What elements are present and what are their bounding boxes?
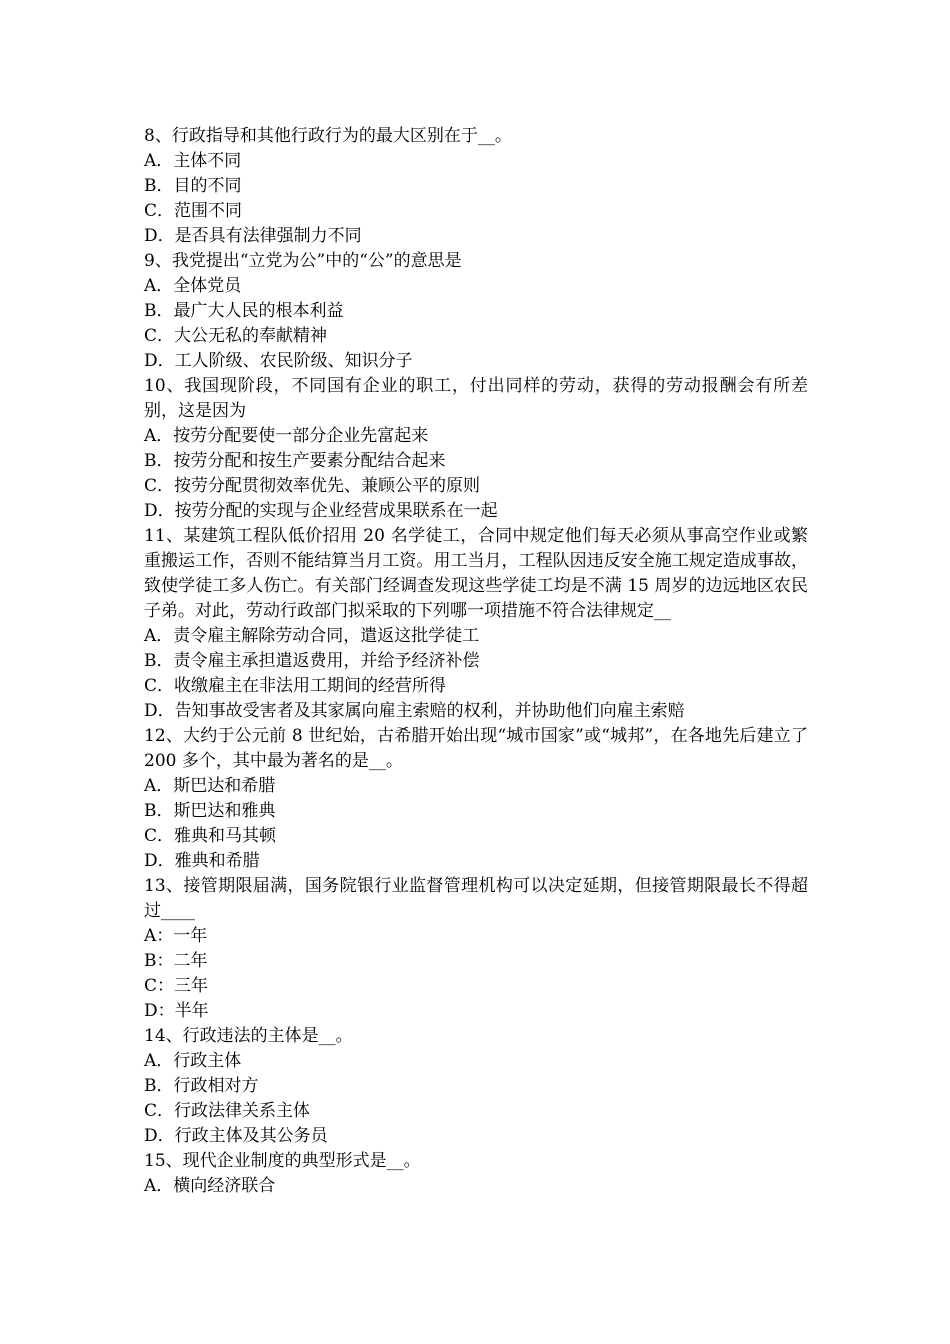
question-list (144, 124, 808, 1199)
option-d: D．雅典和希腊 (144, 851, 260, 871)
question-15 (144, 1149, 808, 1199)
option-a: A：一年 (144, 926, 208, 946)
question-11 (144, 524, 808, 724)
question-10 (144, 374, 808, 524)
option-c: C．范围不同 (144, 201, 243, 221)
question-text: 14、行政违法的主体是__。 (144, 1026, 353, 1046)
option-c: C．大公无私的奉献精神 (144, 326, 328, 346)
option-c: C．按劳分配贯彻效率优先、兼顾公平的原则 (144, 476, 481, 496)
question-8 (144, 124, 808, 249)
option-c: C：三年 (144, 976, 209, 996)
question-12 (144, 724, 808, 874)
question-text: 10、我国现阶段，不同国有企业的职工，付出同样的劳动，获得的劳动报酬会有所差别，这是因为 (144, 376, 808, 421)
question-14 (144, 1024, 808, 1149)
option-a: A．横向经济联合 (144, 1176, 276, 1196)
question-13 (144, 874, 808, 1024)
question-text: 11、某建筑工程队低价招用 20 名学徒工，合同中规定他们每天必须从事高空作业或繁重搬运工作，否则不能结算当月工资。用工当月，工程队因违反安全施工规定造成事故，致使学徒工多人伤亡。有关部门经调查发现这些学徒工均是不满 15 周岁的边远地区农民子弟。对此，劳动行政部门拟采取的下列哪一项措施不符合法律规定__ (144, 526, 808, 621)
option-d: D．工人阶级、农民阶级、知识分子 (144, 351, 413, 371)
option-b: B：二年 (144, 951, 208, 971)
option-d: D．是否具有法律强制力不同 (144, 226, 362, 246)
option-c: C．行政法律关系主体 (144, 1101, 311, 1121)
question-text: 9、我党提出“立党为公”中的“公”的意思是 (144, 251, 462, 271)
option-b: B．责令雇主承担遣返费用，并给予经济补偿 (144, 651, 480, 671)
option-d: D：半年 (144, 1001, 209, 1021)
option-a: A．主体不同 (144, 151, 242, 171)
option-a: A．行政主体 (144, 1051, 242, 1071)
question-9 (144, 249, 808, 374)
option-a: A．斯巴达和希腊 (144, 776, 276, 796)
option-b: B．最广大人民的根本利益 (144, 301, 344, 321)
question-text: 15、现代企业制度的典型形式是__。 (144, 1151, 421, 1171)
question-text: 8、行政指导和其他行政行为的最大区别在于__。 (144, 126, 512, 146)
question-text: 12、大约于公元前 8 世纪始，古希腊开始出现“城市国家”或“城邦”，在各地先后建立了 200 多个，其中最为著名的是__。 (144, 726, 808, 771)
option-a: A．全体党员 (144, 276, 242, 296)
option-b: B．行政相对方 (144, 1076, 259, 1096)
option-d: D．按劳分配的实现与企业经营成果联系在一起 (144, 501, 498, 521)
option-d: D．行政主体及其公务员 (144, 1126, 328, 1146)
option-b: B．按劳分配和按生产要素分配结合起来 (144, 451, 446, 471)
option-c: C．雅典和马其顿 (144, 826, 277, 846)
option-d: D．告知事故受害者及其家属向雇主索赔的权利，并协助他们向雇主索赔 (144, 701, 685, 721)
option-a: A．责令雇主解除劳动合同，遣返这批学徒工 (144, 626, 480, 646)
option-b: B．目的不同 (144, 176, 242, 196)
question-text: 13、接管期限届满，国务院银行业监督管理机构可以决定延期，但接管期限最长不得超过____ (144, 876, 808, 921)
option-b: B．斯巴达和雅典 (144, 801, 276, 821)
option-a: A．按劳分配要使一部分企业先富起来 (144, 426, 429, 446)
option-c: C．收缴雇主在非法用工期间的经营所得 (144, 676, 447, 696)
